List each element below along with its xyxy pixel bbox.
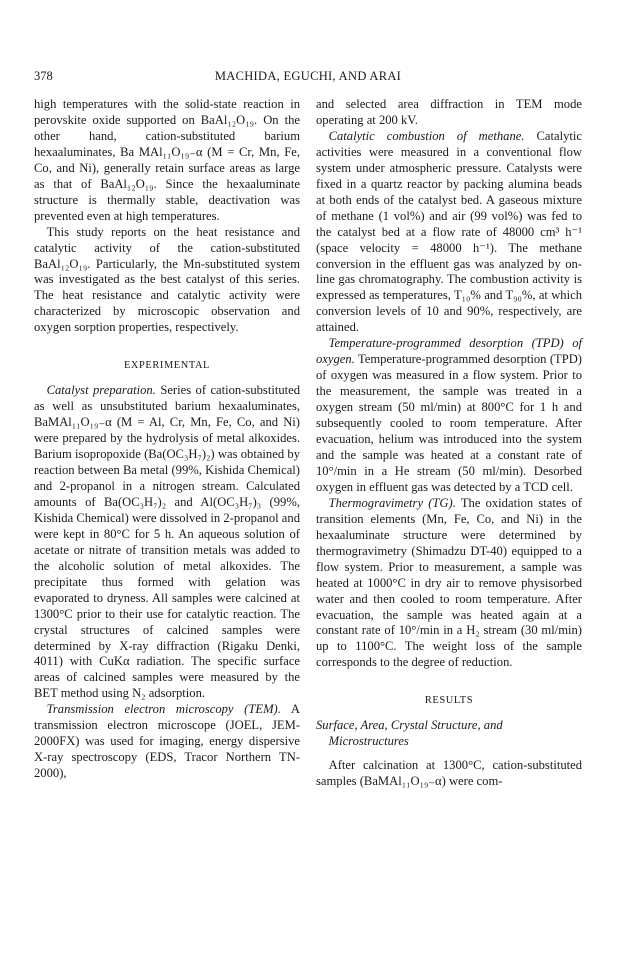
study-scope-paragraph: This study reports on the heat resistance and catalytic activity of the cation-substituted BaAl₁₂O₁₉. Particularly, the Mn-substituted system was investigated as the best catalyst of this series. The heat resistance and catalytic activity were characterized by microscopic observation and oxygen sorption properties, respectively. [34, 224, 300, 335]
right-column [316, 97, 582, 790]
intro-paragraph-continued: high temperatures with the solid-state reaction in perovskite oxide supported on BaAl₁₂O₁₉. On the other hand, cation-substituted barium hexaaluminates, Ba MAl₁₁O₁₉₋α (M = Cr, Mn, Fe, Co, and Ni), generally retain surface areas as large as that of BaAl₁₂O₁₉. Since the hexaaluminate structure is thermally stable, deactivation was prevented even at high temperatures. [34, 97, 300, 223]
paragraph-body: Series of cation-substituted as well as unsubstituted barium hexaaluminates, BaMAl₁₁O₁₉₋α (M = Al, Cr, Mn, Fe, Co, and Ni) were prepared by the hydrolysis of metal alkoxides. Barium isopropoxide (Ba(OC₃H₇)₂) was obtained by reaction between Ba metal (99%, Kishida Chemical) and 2-propanol in a nitrogen stream. Calculated amounts of Ba(OC₃H₇)₂ and Al(OC₃H₇)₃ (99%, Kishida Chemical) were dissolved in 2-propanol and were kept in 80°C for 5 h. An aqueous solution of acetate or nitrate of transition metals was added to the alcoholic solution of metal alkoxides. The precipitate thus formed with gelation was evaporated to dryness. All samples were calcined at 1300°C prior to their use for catalytic reaction. The crystal structures of calcined samples were determined by X-ray diffraction (Rigaku Denki, 4011) with CuKα radiation. The specific surface areas of calcined samples were measured by the BET method using N₂ adsorption. [34, 383, 300, 701]
section-heading-results: RESULTS [424, 695, 474, 707]
page-header [34, 69, 582, 87]
results-paragraph: After calcination at 1300°C, cation-substituted samples (BaMAl₁₁O₁₉₋α) were com- [316, 758, 582, 789]
paragraph-body: A transmission electron microscope (JOEL, JEM-2000FX) was used for imaging, energy dispersive X-ray spectroscopy (EDS, Tracor Northern TN-2000), [34, 702, 300, 781]
paragraph-run-in-title: Catalyst preparation. [46, 383, 156, 398]
paragraph-body: The oxidation states of transition elements (Mn, Fe, Co, and Ni) in the hexaaluminate structure were determined by thermogravimetry (Shimadzu DT-40) equipped to a flow system. Prior to measurement, a sample was heated at 1000°C in dry air to remove physisorbed water and then cooled to room temperature. After evacuation, the sample was heated again at a constant rate of 10°/min in a H₂ stream (30 ml/min) up to 1100°C. The weight loss of the sample corresponds to the degree of reduction. [316, 495, 582, 670]
tem-paragraph [34, 702, 300, 782]
running-title: MACHIDA, EGUCHI, AND ARAI [214, 69, 402, 83]
paragraph-body: Temperature-programmed desorption (TPD) of oxygen was measured in a flow system. Prior to the measurement, the sample was treated in a oxygen stream (50 ml/min) at 800°C for 1 h and subsequently cooled to room temperature. After evacuation, helium was introduced into the system and the sample was heated at a constant rate of 10°/min in a He stream (50 ml/min). Desorbed oxygen in effluent gas was detected by a TCD cell. [316, 352, 583, 494]
tpd-paragraph [316, 336, 582, 496]
subsection-heading: Surface, Area, Crystal Structure, and Microstructures [316, 718, 503, 749]
section-heading-experimental: EXPERIMENTAL [123, 360, 211, 372]
tem-paragraph-continued: and selected area diffraction in TEM mode operating at 200 kV. [316, 97, 582, 127]
thermogravimetry-paragraph [316, 496, 582, 671]
page-number: 378 [34, 69, 53, 83]
methane-combustion-paragraph [316, 129, 582, 336]
paragraph-body: Catalytic activities were measured in a conventional flow system under atmospheric pressure. Catalysts were fixed in a quartz reactor by packing alumina beads at both ends of the catalyst bed. A gaseous mixture of methane (1 vol%) and air (99 vol%) was fed to the catalyst bed at a flow rate of 48000 cm³ h⁻¹ (space velocity = 48000 h⁻¹). The methane conversion in the effluent gas was analyzed by on-line gas chromatography. The combustion activity is expressed as temperatures, T₁₀% and T₉₀%, at which conversion levels of 10 and 90%, respectively, are attained. [316, 128, 582, 335]
left-column [34, 97, 300, 782]
paragraph-run-in-title: Thermogravimetry (TG). [328, 495, 456, 510]
paragraph-run-in-title: Transmission electron microscopy (TEM). [46, 702, 281, 717]
paragraph-run-in-title: Temperature-programmed desorption (TPD) of oxygen. [316, 336, 582, 367]
catalyst-preparation-paragraph [34, 383, 300, 702]
paragraph-run-in-title: Catalytic combustion of methane. [328, 128, 525, 143]
